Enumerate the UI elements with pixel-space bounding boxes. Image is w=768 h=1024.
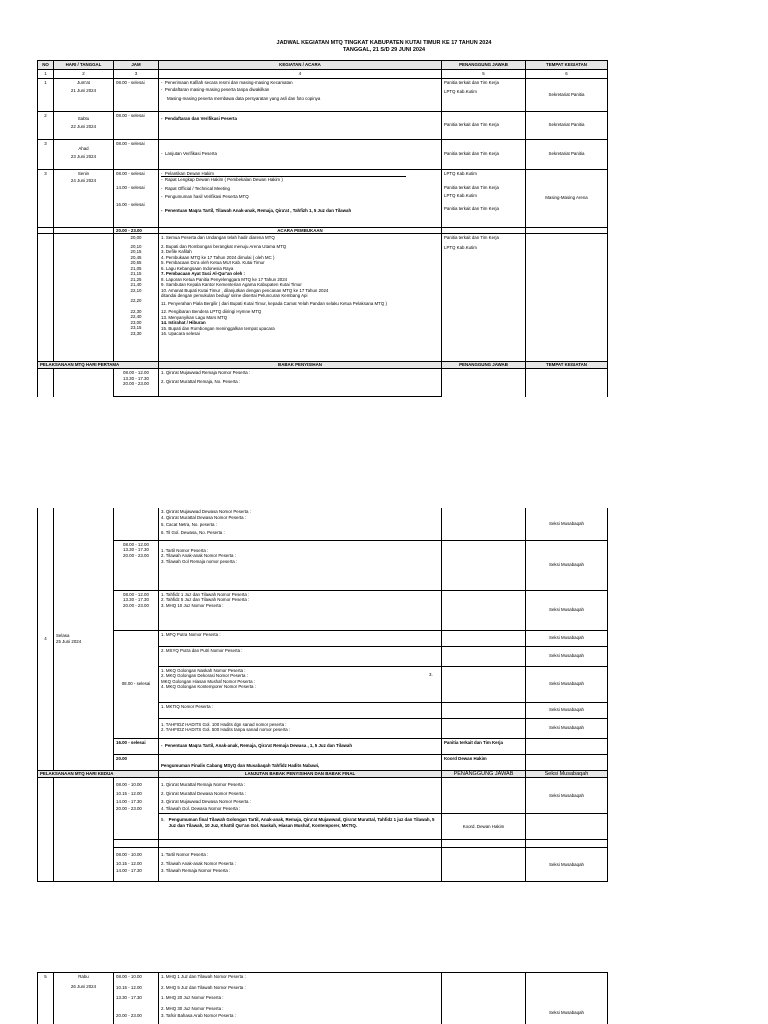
time-text: 20.00 - 23.00	[116, 805, 142, 811]
row-time: 08.00 - selesai	[114, 111, 159, 139]
activity-text: Pelantikan Dewan Hakim	[164, 170, 214, 176]
row-place: Sekretariat Panitia	[526, 139, 608, 169]
section-title: PELAKSANAAN MTQ HARI PERTAMA	[38, 362, 159, 369]
row-activity	[159, 778, 442, 814]
row-activity: 1. MKTIQ Nomor Peserta :	[159, 702, 442, 718]
opening-resp	[442, 234, 526, 362]
table-row	[38, 840, 608, 848]
row-activity	[159, 973, 442, 1024]
opening-item: 8. Laporan Ketua Panitia Penyelenggara MTQ ke 17 Tahun 2024	[161, 276, 288, 282]
activity-text: 4. Tilawah Gol. Dewasa Nomor Peserta :	[161, 805, 241, 811]
activity-text: Penentuan Maqra Tartil, Tilawah Anak-anak, Remaja, Qira'at , Tahfizh 1, 5 Juz dan Tilawah	[164, 207, 352, 213]
time-text: 13.30 - 17.30	[123, 547, 149, 552]
table-row	[38, 169, 608, 227]
row-activity	[159, 848, 442, 882]
row-resp: Panitia terkait dan Tim Kerja	[442, 111, 526, 139]
row-no: 3	[38, 139, 54, 169]
time-text: 14.00 - selesai	[116, 185, 145, 190]
row-date-text: 26 Juni 2024	[70, 983, 97, 989]
activity-text: 1. Tahfidz 1 Juz dan Tilawah Nomor Peserta :	[161, 591, 250, 597]
page-3	[0, 972, 768, 1024]
resp-text: LPTQ Kab.Kutim	[444, 170, 477, 176]
activity-item: Masing-masing peserta membawa data persyaratan yang asli dan foto copinya	[167, 95, 321, 101]
activity-text: 2. Qira'at Murattal Remaja, No. Peserta :	[161, 378, 241, 384]
table-row	[38, 590, 608, 630]
opening-item: ditandai dengan pemukulan bedug/ sirine disertai Peluncuran Kembang Api	[161, 293, 308, 298]
row-day: Rabu	[78, 974, 89, 979]
col-num-2: 2	[54, 70, 114, 79]
resp-text: LPTQ Kab.Kutim	[444, 89, 477, 94]
row-place: Seksi Musabaqah	[526, 778, 608, 814]
row-activity: - Pelantikan Dewan Hakim - Rapat Lengkap Dewan Hakim ( Pembekalan Dewan Hakim ) - Rapat Official / Technical Meeting - Pengumuman hasil Verifikasi Peserta MTQ - Penentuan Maqra Tartil, Tilawah Anak-anak, Remaja, Qira'at , Tahfizh 1, 5 Juz dan Tilawah	[159, 169, 442, 227]
row-place: Seksi Musabaqah	[526, 848, 608, 882]
row-day: Selasa	[56, 633, 70, 639]
col-date: HARI / TANGGAL	[54, 61, 114, 70]
activity-text: Penentuan Maqra Tartil, Anak-anak, Remaja, Qira'at Remaja Dewasa , 1, 5 Juz dan Tilawah	[164, 743, 353, 749]
col-num-1: 1	[38, 70, 54, 79]
opening-time-item: 22,10	[130, 287, 142, 293]
row-no: 5	[38, 973, 54, 1024]
row-activity	[159, 508, 442, 540]
resp-text: LPTQ Kab.Kutim	[444, 244, 477, 250]
row-date-text: 24 Juni 2024	[70, 178, 97, 183]
activity-text: Pengumuman hasil Verifikasi Peserta MTQ	[164, 194, 249, 199]
time-text: 08.00 - 10.00	[116, 974, 142, 979]
opening-times	[114, 234, 159, 362]
title-line-1: JADWAL KEGIATAN MTQ TINGKAT KABUPATEN KUTAI TIMUR KE 17 TAHUN 2024	[276, 40, 492, 46]
row-place: Masing-Masing Arena	[526, 169, 608, 227]
row-place: Seksi Musabaqah	[526, 666, 608, 702]
opening-time: 20.00 - 23.00	[114, 227, 159, 234]
time-text: 10.15 - 12.00	[116, 860, 142, 866]
opening-item: 11. Penyerahan Piala Bergilir ( dari Bupati Kutai Timur, kepada Camat Yelah Pandan selaku Ketua Pelaksana MTQ )	[161, 300, 387, 306]
row-resp: Koord Dewan Hakim	[442, 754, 526, 770]
table-row	[38, 111, 608, 139]
row-time	[114, 973, 159, 1024]
section-phase: LANJUTAN BABAK PENYISIHAN DAN BABAK FINAL	[159, 770, 442, 778]
activity-number: 5.	[161, 817, 165, 823]
time-text: 20.00 - 23.00	[123, 602, 149, 608]
opening-item: 10. Amanat Bupati Kutai Timur , dilanjutkan dengan pencanan MTQ ke 17 Tahun 2024	[161, 287, 329, 293]
row-no: 4	[38, 508, 54, 770]
activity-text: 2. Tilawah Anak-anak Nomor Peserta :	[161, 860, 236, 866]
time-text: 08.00 - 10.00	[116, 782, 142, 788]
page-1	[0, 0, 768, 410]
table-row	[38, 630, 608, 646]
activity-text: MKQ Golongan Hiasan Mushaf Nomor Peserta :	[161, 678, 255, 684]
schedule-table-page-2	[37, 508, 608, 882]
row-resp: Koord. Dewan Hakim	[442, 814, 526, 840]
opening-time-item: 23,00	[130, 319, 142, 325]
row-resp: Panitia terkait dan Tim Kerja	[442, 738, 526, 754]
row-activity: 1. MFQ Putra Nomor Peserta :	[159, 630, 442, 646]
opening-item: 1. Semua Peserta dan Undangan telah hadir diarena MTQ	[161, 235, 275, 240]
opening-time-item: 22,30	[130, 308, 142, 314]
opening-time-item: 20,10	[130, 243, 142, 249]
activity-text: 2. MKQ Golongan Dekorasi Nomor Peserta :	[161, 673, 248, 678]
row-place: Seksi Musabaqah	[526, 630, 608, 646]
activity-text: Penerimaan Kafilah secara resmi dan masing-masing Kecamatan	[164, 79, 293, 85]
row-date-text: 22 Juni 2024	[70, 124, 97, 129]
activity-text: 2. Qira'at Murattal Dewasa Nomor Peserta :	[161, 790, 247, 796]
opening-time-item: 23,15	[130, 325, 142, 330]
activity-text: 1. Tartil Nomor Peserta :	[161, 547, 209, 553]
row-activity	[159, 540, 442, 590]
opening-item: 12. Pengibaran Bendera LPTQ diiringi Hymne MTQ	[161, 309, 262, 314]
row-activity: - Penentuan Maqra Tartil, Anak-anak, Remaja, Qira'at Remaja Dewasa , 1, 5 Juz dan Tilawah	[159, 738, 442, 754]
row-time	[114, 369, 159, 397]
time-text: 08.00 - 12.00	[123, 541, 149, 547]
opening-item: 2. Bupati dan Rombongan berangkat menuju Arena Utama MTQ	[161, 243, 287, 249]
title-line-2: TANGGAL, 21 S/D 29 JUNI 2024	[342, 47, 426, 53]
col-activity: KEGIATAN / ACARA	[159, 61, 442, 70]
row-place: Seksi Musabaqah	[526, 646, 608, 666]
time-text: 20.00 - 23.00	[116, 1012, 142, 1018]
activity-text: 6. Til Gol. Dewasa, No. Peserta :	[161, 529, 225, 535]
activity-item: - Pendaftaran masing-masing peserta tanpa diwakilkan	[161, 87, 270, 92]
time-text: 08.00 - selesai	[116, 170, 145, 176]
col-num-4: 4	[159, 70, 442, 79]
opening-time-item: 22,40	[130, 314, 142, 319]
activity-text: 1. TAHFIDZ HADITS Gol. 100 Hadits dgn sanad nomor peserta :	[161, 721, 287, 727]
activity-text: Rapat Official / Technical Meeting	[164, 185, 230, 191]
activity-text: Pengumuman final Tilawah Golongan Tartil, Anak-anak, Remaja, Qira'at Mujawwad, Qira'at Murattal, Tahfidz 1 juz dan Tilawah, 5 Juz dan Tilawah, 10 Juz, Khattil Qur'an Gol. Naskah, Hiasan Mushaf, Kontemporer, MKTIQ.	[168, 817, 435, 828]
time-text: 10.15 - 12.00	[116, 790, 142, 796]
activity-text: 5. Cacat Netra, No. peserta :	[161, 522, 217, 527]
table-header	[38, 61, 608, 70]
activity-text: 1. Qira'at Mujawwad Remaja Nomor Peserta :	[161, 370, 251, 375]
opening-item: 7. Pembacaan Ayat Suci Al-Qur'an oleh :	[161, 271, 245, 276]
row-activity: - Lanjutan Verifikasi Peserta	[159, 139, 442, 169]
row-date	[54, 169, 114, 227]
col-time: JAM	[114, 61, 159, 70]
activity-text: 3. Qira'at Mujawwad Dewasa Nomor Peserta :	[161, 509, 251, 514]
opening-body-row	[38, 234, 608, 362]
section-phase: BABAK PENYISIHAN	[159, 362, 442, 369]
resp-text: Panitia terkait dan Tim Kerja	[444, 206, 499, 211]
time-text: 10.15 - 12.00	[116, 984, 142, 990]
opening-item: 16. Upacara selesai	[161, 331, 200, 336]
page-2	[0, 508, 768, 888]
resp-text: Panitia terkait dan Tim Kerja	[444, 79, 499, 85]
opening-time-item: 20,45	[130, 254, 142, 260]
opening-time-item: 23,30	[130, 330, 142, 336]
col-no: NO	[38, 61, 54, 70]
row-activity	[159, 814, 442, 840]
activity-text: 3. Qira'at Mujawwad Dewasa Nomor Peserta :	[161, 799, 251, 805]
row-date-text: 21 Juni 2024	[70, 88, 97, 93]
section-place: Seksi Musabaqah	[526, 770, 608, 778]
table-row	[38, 754, 608, 770]
table-row	[38, 78, 608, 111]
opening-time-item: 21,05	[130, 265, 142, 271]
row-resp	[442, 78, 526, 111]
activity-text: 2. Tilawah Anak-anak Nomor Peserta :	[161, 553, 236, 558]
row-place: Seksi Musabaqah	[526, 702, 608, 718]
activity-text: 2. TAHFIDZ HADITS Gol. 500 Hadits tanpa sanad nomor peserta :	[161, 727, 291, 732]
row-activity: Pengumuman Finalis Cabang MSyQ dan Musabaqah Tahfidz Hadits Nabawi,	[159, 754, 442, 770]
row-time	[114, 590, 159, 630]
activity-text: Lanjutan Verifikasi Peserta	[164, 151, 217, 157]
activity-text: 2. MHQ 5 Juz dan Tilawah Nomor Peserta :	[161, 984, 246, 990]
row-time: 08.00 - selesai	[114, 78, 159, 111]
schedule-title	[0, 40, 768, 54]
time-text: 14.00 - 17.30	[116, 799, 142, 805]
row-no: 2	[38, 111, 54, 139]
place-text: Seksi Musabaqah	[549, 1010, 584, 1015]
opening-item: 6. Lagu Kebangsaan Indonesia Raya	[161, 265, 234, 271]
schedule-table-page-3	[37, 972, 608, 1024]
section-header-day-1	[38, 362, 608, 369]
section-resp: PENANGGUNG JAWAB	[442, 770, 526, 778]
schedule-table-page-1	[37, 60, 608, 397]
time-text: 08.00 - 12.00	[123, 370, 149, 375]
activity-text: 4. MKQ Golongan Kontemporer Nomor Peserta :	[161, 684, 256, 689]
opening-time-item: 22,20	[130, 298, 142, 303]
opening-title: ACARA PEMBUKAAN	[159, 227, 442, 234]
activity-text: 3. Tafsir Bahasa Arab Nomor Peserta :	[161, 1013, 236, 1018]
opening-time-item: 20,15	[130, 249, 142, 254]
table-row	[38, 508, 608, 540]
section-title: PELAKSANAAN MTQ HARI KEDUA	[38, 770, 159, 778]
activity-item: - Penerimaan Kafilah secara resmi dan masing-masing Kecamatan	[161, 79, 293, 85]
row-day: Senin	[77, 170, 90, 176]
activity-text: 3. Tilawah Remaja Nomor Peserta :	[161, 868, 231, 874]
opening-item: 3. Defile Kafilah	[161, 249, 192, 254]
row-date	[54, 973, 114, 1024]
table-row	[38, 973, 608, 1024]
activity-text: 1. MKQ Golongan Naskah Nomor Peserta :	[161, 667, 246, 673]
time-text: 20.00 - 23.00	[123, 552, 149, 558]
opening-item: 4. Pembukaan MTQ ke 17 Tahun 2024 dimulai ( oleh MC )	[161, 254, 275, 260]
activity-text: 2. MHQ 30 Juz Nomor Peserta :	[161, 1005, 224, 1011]
row-time: 08.00 - selesai	[114, 630, 159, 738]
row-date	[54, 78, 114, 111]
row-place: Seksi Musabaqah	[526, 508, 608, 540]
activity-text: 3. MHQ 10 Juz Nomor Peserta :	[161, 602, 224, 608]
resp-text: LPTQ Kab.Kutim	[444, 192, 477, 198]
time-text: 20.00 - 23.00	[123, 381, 149, 386]
row-place: Seksi Musabaqah	[526, 540, 608, 590]
activity-text: 1. Qira'at Murattal Remaja Nomor Peserta :	[161, 782, 246, 788]
table-row	[38, 369, 608, 397]
row-time: 08.00 - selesai	[114, 139, 159, 169]
row-place: Seksi Musabaqah	[526, 590, 608, 630]
opening-item: 14. Istirahat / Hiburan	[161, 320, 206, 325]
opening-item: 15. Bupati dan Rombongan meninggalkan tempat upacara	[161, 325, 275, 331]
row-place: Sekretariat Panitia	[526, 111, 608, 139]
opening-items	[159, 234, 442, 362]
row-time: 16.00 - selesai	[114, 738, 159, 754]
resp-text: Panitia terkait dan Tim Kerja	[444, 185, 499, 190]
row-time: 20.00	[114, 754, 159, 770]
row-time	[114, 169, 159, 227]
time-text: 08.00 - 12.00	[123, 591, 149, 597]
col-num-3: 3	[114, 70, 159, 79]
opening-item: 9. Sambutan Kepala Kantor Kementerian Agama Kabupaten Kutai Timur	[161, 282, 302, 287]
opening-item: 13. Menyanyikan Lagu Mars MTQ	[161, 314, 228, 320]
row-day: Sabtu	[77, 115, 90, 121]
row-date-text: 25 Juni 2024	[56, 638, 82, 644]
section-resp: PENANGGUNG JAWAB	[442, 362, 526, 369]
row-day: Jum'at	[77, 79, 90, 85]
row-place: Sekretariat Panitia	[526, 78, 608, 111]
row-date	[54, 139, 114, 169]
row-activity	[159, 666, 442, 702]
row-place: Seksi Musabaqah	[526, 718, 608, 738]
activity-text: 1. MHQ 1 Juz dan Tilawah Nomor Peserta :	[161, 974, 246, 979]
row-no: 1	[38, 78, 54, 111]
row-activity	[159, 718, 442, 738]
opening-time-item: 20,00	[130, 235, 142, 240]
row-activity: - Pendaftaran dan Verifikasi Peserta	[159, 111, 442, 139]
row-activity	[159, 590, 442, 630]
col-num-5: 5	[442, 70, 526, 79]
activity-marker: 3.	[429, 671, 433, 677]
activity-text: Rapat Lengkap Dewan Hakim ( Pembekalan Dewan Hakim )	[164, 177, 283, 182]
row-time	[114, 848, 159, 882]
activity-text: Pendaftaran dan Verifikasi Peserta	[164, 115, 237, 121]
activity-text: 1. MHQ 20 Juz Nomor Peserta :	[161, 995, 224, 1000]
row-date	[54, 111, 114, 139]
time-text: 13.30 - 17.30	[116, 995, 142, 1000]
col-place: TEMPAT KEGIATAN	[526, 61, 608, 70]
activity-text: 4. Qira'at Murattal Dewasa Nomor Peserta :	[161, 514, 247, 520]
time-text: 13.30 - 17.30	[123, 375, 149, 381]
resp-text: Panitia terkait dan Tim Kerja	[444, 235, 499, 240]
row-date	[54, 508, 114, 770]
opening-time-item: 21,25	[130, 276, 142, 282]
table-row	[38, 738, 608, 754]
row-place	[526, 973, 608, 1024]
row-activity	[159, 369, 442, 397]
time-text: 08.00 - 10.00	[116, 852, 142, 858]
table-row	[38, 139, 608, 169]
opening-item: 5. Pembacaan Do'a oleh Ketua MUI Kab. Kutai Timur	[161, 260, 265, 265]
col-resp: PENANGGUNG JAWAB	[442, 61, 526, 70]
opening-time-item: 20,55	[130, 260, 142, 265]
table-row	[38, 778, 608, 814]
activity-text: 2. Tahfidz 5 Juz dan Tilawah Nomor Peserta :	[161, 597, 250, 602]
row-time	[114, 778, 159, 840]
row-activity	[159, 78, 442, 111]
activity-text: 3. Tilawah Gol Remaja nomor peserta :	[161, 558, 238, 564]
activity-text: Pendaftaran masing-masing peserta tanpa diwakilkan	[164, 87, 270, 92]
row-resp	[442, 169, 526, 227]
table-row	[38, 540, 608, 590]
row-no: 3	[38, 169, 54, 227]
section-header-day-2	[38, 770, 608, 778]
table-header-numbers	[38, 70, 608, 79]
section-place: TEMPAT KEGIATAN	[526, 362, 608, 369]
row-resp: Panitia terkait dan Tim Kerja	[442, 139, 526, 169]
row-date-text: 23 Juni 2024	[70, 154, 97, 159]
time-text: 16.00 - selesai	[116, 201, 145, 207]
table-row	[38, 848, 608, 882]
activity-text: 1. Tartil Nomor Peserta :	[161, 852, 209, 858]
row-day: Ahad	[78, 145, 89, 151]
opening-time-item: 21,15	[130, 271, 142, 276]
col-num-6: 6	[526, 70, 608, 79]
row-time	[114, 540, 159, 590]
time-text: 13.30 - 17.30	[123, 597, 149, 602]
opening-time-item: 21,40	[130, 282, 142, 287]
row-activity: 2. MSYQ Putra dan Putri Nomor Peserta :	[159, 646, 442, 666]
time-text: 14.00 - 17.30	[116, 868, 142, 874]
